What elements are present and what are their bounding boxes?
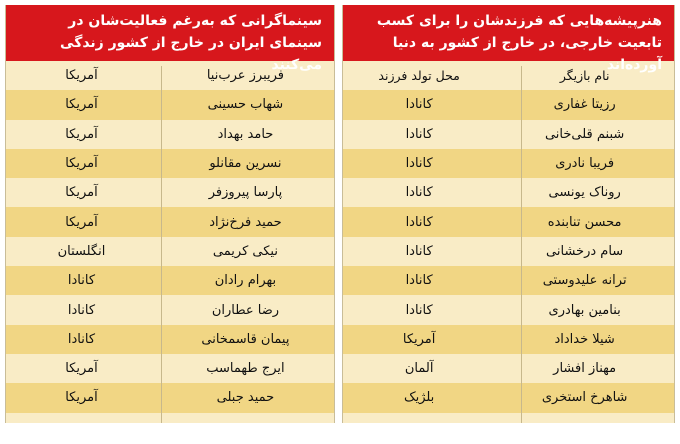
person-name: حامد بهداد: [217, 126, 274, 142]
table-row: [6, 266, 334, 295]
residence-country: کانادا: [67, 331, 96, 347]
table-row: [6, 120, 334, 149]
child-birthplace: کانادا: [405, 214, 433, 230]
person-name: سام درخشانی: [546, 243, 624, 259]
column-header-child-birthplace: محل تولد فرزند: [378, 68, 460, 84]
residence-country: آمریکا: [65, 97, 98, 113]
table-row: [343, 295, 674, 324]
residence-country: کانادا: [67, 302, 96, 318]
person-name: ترانه علیدوستی: [542, 273, 627, 289]
person-name: رضا عطاران: [211, 302, 280, 318]
residence-country: آمریکا: [65, 390, 98, 406]
person-name: رزیتا غفاری: [553, 97, 616, 113]
residence-country: کانادا: [67, 273, 96, 289]
person-name: محسن تنابنده: [547, 214, 622, 230]
child-birthplace: بلژیک: [403, 390, 435, 406]
table-diaspora-filmmakers: [5, 5, 335, 423]
column-divider: [521, 66, 522, 423]
residence-country: آمریکا: [65, 185, 98, 201]
person-name: شیلا خداداد: [554, 331, 615, 347]
table-row: [6, 90, 334, 119]
child-birthplace: آمریکا: [402, 331, 436, 347]
person-name: حمید فرخ‌نژاد: [209, 214, 282, 230]
child-birthplace: کانادا: [405, 273, 433, 289]
person-name: فریبا نادری: [555, 156, 615, 172]
column-header-row: [343, 61, 674, 90]
table-row: [343, 178, 674, 207]
child-birthplace: کانادا: [405, 243, 433, 259]
child-birthplace: کانادا: [405, 156, 433, 172]
table-header-diaspora-filmmakers: سینماگرانی که به‌رغم فعالیت‌شان در سینمای ایران در خارج از کشور زندگی می‌کنند: [6, 5, 334, 61]
table-row: [343, 266, 674, 295]
table-row: [6, 207, 334, 236]
residence-country: آمریکا: [65, 361, 98, 377]
residence-country: انگلستان: [57, 243, 106, 259]
column-header-actor-name: نام بازیگر: [559, 68, 610, 84]
table-row: [343, 354, 674, 383]
table-row: [343, 149, 674, 178]
table-row: [6, 295, 334, 324]
person-name: شهاب حسینی: [207, 97, 284, 113]
person-name: شبنم قلی‌خانی: [544, 126, 625, 142]
table-row: [343, 90, 674, 119]
table-row: [6, 237, 334, 266]
person-name: بهرام رادان: [214, 273, 277, 289]
table-row: [6, 325, 334, 354]
person-name: پیمان قاسمخانی: [201, 331, 290, 347]
person-name: مهناز افشار: [553, 361, 617, 377]
residence-country: آمریکا: [65, 126, 98, 142]
table-row: [6, 354, 334, 383]
residence-country: آمریکا: [65, 68, 98, 84]
child-birthplace: کانادا: [405, 185, 433, 201]
table-row: [343, 120, 674, 149]
person-name: نیکی کریمی: [212, 243, 278, 259]
table-row: [6, 383, 334, 412]
table-row: [343, 207, 674, 236]
person-name: ایرج طهماسب: [206, 361, 285, 377]
table-row: [6, 61, 334, 90]
residence-country: آمریکا: [65, 156, 98, 172]
table-row: [343, 325, 674, 354]
person-name: نسرین مقانلو: [209, 156, 282, 172]
person-name: پارسا پیروزفر: [208, 185, 283, 201]
table-row: [343, 383, 674, 412]
table-actors-children-born-abroad: [342, 5, 675, 423]
column-divider: [161, 66, 162, 423]
table-row: [6, 178, 334, 207]
person-name: شاهرخ استخری: [541, 390, 628, 406]
person-name: بنامین بهادری: [548, 302, 621, 318]
residence-country: آمریکا: [65, 214, 98, 230]
child-birthplace: آلمان: [404, 361, 434, 377]
table-row: [6, 149, 334, 178]
person-name: فریبرز عرب‌نیا: [206, 68, 285, 84]
table-header-actors-children-born-abroad: هنرپیشه‌هایی که فرزندشان را برای کسب تابعیت خارجی، در خارج از کشور به دنیا آورده‌اند: [343, 5, 674, 61]
child-birthplace: کانادا: [405, 302, 433, 318]
child-birthplace: کانادا: [405, 126, 433, 142]
child-birthplace: کانادا: [405, 97, 433, 113]
table-row: [343, 237, 674, 266]
person-name: روناک یونسی: [548, 185, 621, 201]
person-name: حمید جبلی: [216, 390, 275, 406]
